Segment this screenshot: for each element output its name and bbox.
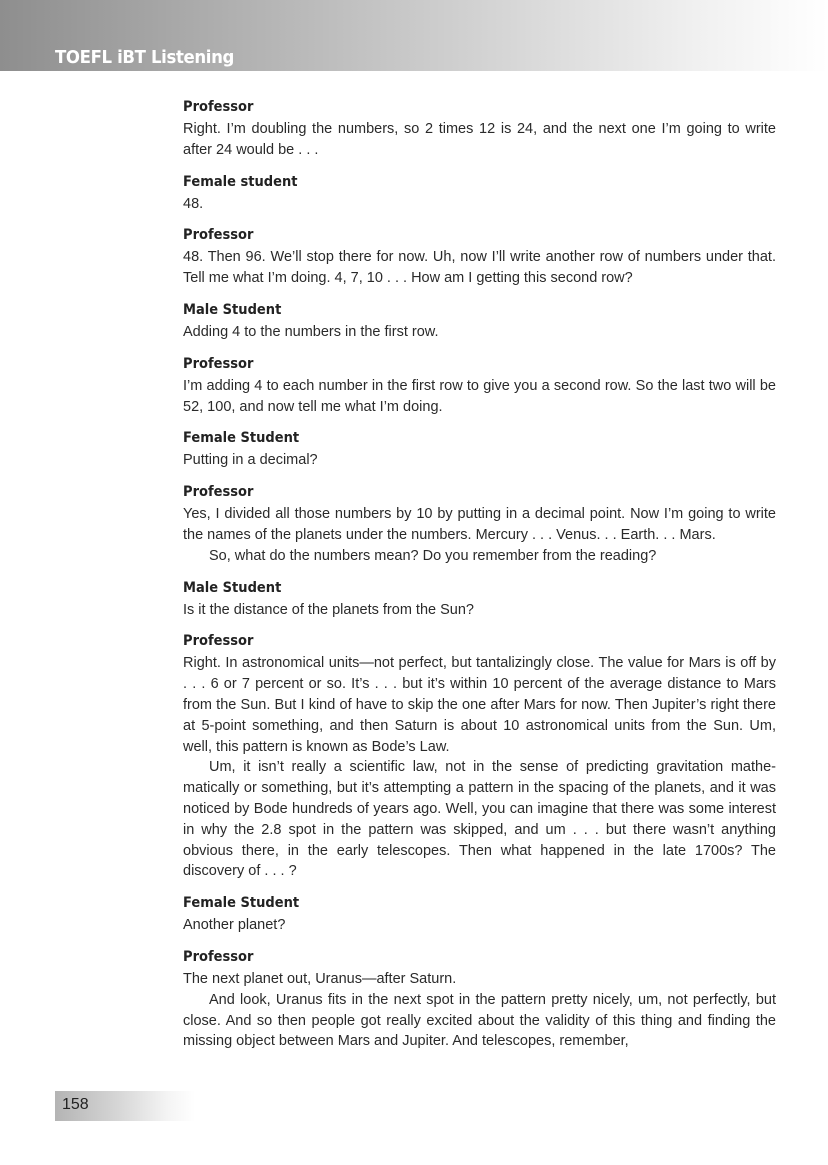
- utterance: I’m adding 4 to each number in the first row to give you a second row. So the last two will be 52, 100, and now tell me what I’m doing.: [183, 377, 776, 415]
- transcript-body: [183, 97, 776, 1063]
- speaker-label: Professor: [183, 484, 254, 501]
- utterance: Adding 4 to the numbers in the first row.: [183, 323, 439, 340]
- transcript-turn: [183, 172, 776, 215]
- speaker-label: Professor: [183, 227, 254, 244]
- utterance: 48.: [183, 195, 204, 212]
- utterance: Yes, I divided all those numbers by 10 by putting in a decimal point. Now I’m going to write the names of the planets under the numbers. Mercury . . . Venus. . . Earth. . . Mars.: [183, 506, 776, 543]
- speaker-label: Female Student: [183, 895, 300, 912]
- speaker-label: Professor: [183, 633, 254, 650]
- running-header-title: TOEFL iBT Listening: [55, 47, 235, 68]
- utterance: The next planet out, Uranus—after Saturn.: [183, 970, 457, 987]
- page-number: 158: [62, 1096, 89, 1113]
- utterance: Another planet?: [183, 917, 286, 934]
- utterance-continued: Um, it isn’t really a scientific law, not in the sense of predicting gravitation mathematically or something, but it’s attempting a pattern in the spacing of the planets, and it was noticed by Bode hundreds of years ago. Well, you can imagine that there was some interest in why the 2.8 spot in the pattern was skipped, and um . . . but there wasn’t anything obvious there, in the early telescopes. Then what happened in the late 1700s? The discovery of . . . ?: [183, 759, 776, 880]
- transcript-turn: [183, 428, 776, 471]
- transcript-turn: [183, 631, 776, 882]
- transcript-turn: [183, 482, 776, 566]
- transcript-turn: [183, 354, 776, 418]
- transcript-turn: [183, 947, 776, 1052]
- transcript-turn: [183, 893, 776, 936]
- speaker-label: Professor: [183, 99, 254, 115]
- speaker-label: Male Student: [183, 579, 282, 596]
- utterance: Right. In astronomical units—not perfect, but tantalizingly close. The value for Mars is off by . . . 6 or 7 percent or so. It’s . . . but it’s within 10 percent of the average distance to Mars from the Sun. But I kind of have to skip the one after Mars for now. Then Jupiter’s right there at 5-point something, and then Saturn is about 10 astronomical units from the Sun. Um, well, this pattern is known as Bode’s Law.: [183, 655, 776, 755]
- transcript-turn: [183, 300, 776, 343]
- utterance: Putting in a decimal?: [183, 452, 318, 469]
- transcript-turn: [183, 578, 776, 621]
- speaker-label: Female Student: [183, 430, 300, 447]
- transcript-turn: [183, 225, 776, 289]
- speaker-label: Female student: [183, 173, 298, 190]
- speaker-label: Professor: [183, 355, 254, 372]
- transcript-turn: [183, 97, 776, 161]
- utterance: Is it the distance of the planets from the Sun?: [183, 601, 474, 618]
- utterance: Right. I’m doubling the numbers, so 2 times 12 is 24, and the next one I’m going to write after 24 would be . . .: [183, 121, 776, 158]
- utterance-continued: And look, Uranus fits in the next spot in the pattern pretty nicely, um, not perfectly, but close. And so then people got really excited about the validity of this thing and finding the missing object between Mars and Jupiter. And telescopes, remember,: [183, 991, 776, 1050]
- utterance: 48. Then 96. We’ll stop there for now. Uh, now I’ll write another row of numbers under that. Tell me what I’m doing. 4, 7, 10 . . . How am I getting this second row?: [183, 249, 776, 287]
- speaker-label: Professor: [183, 948, 254, 965]
- utterance-continued: So, what do the numbers mean? Do you remember from the reading?: [209, 547, 657, 564]
- speaker-label: Male Student: [183, 301, 282, 318]
